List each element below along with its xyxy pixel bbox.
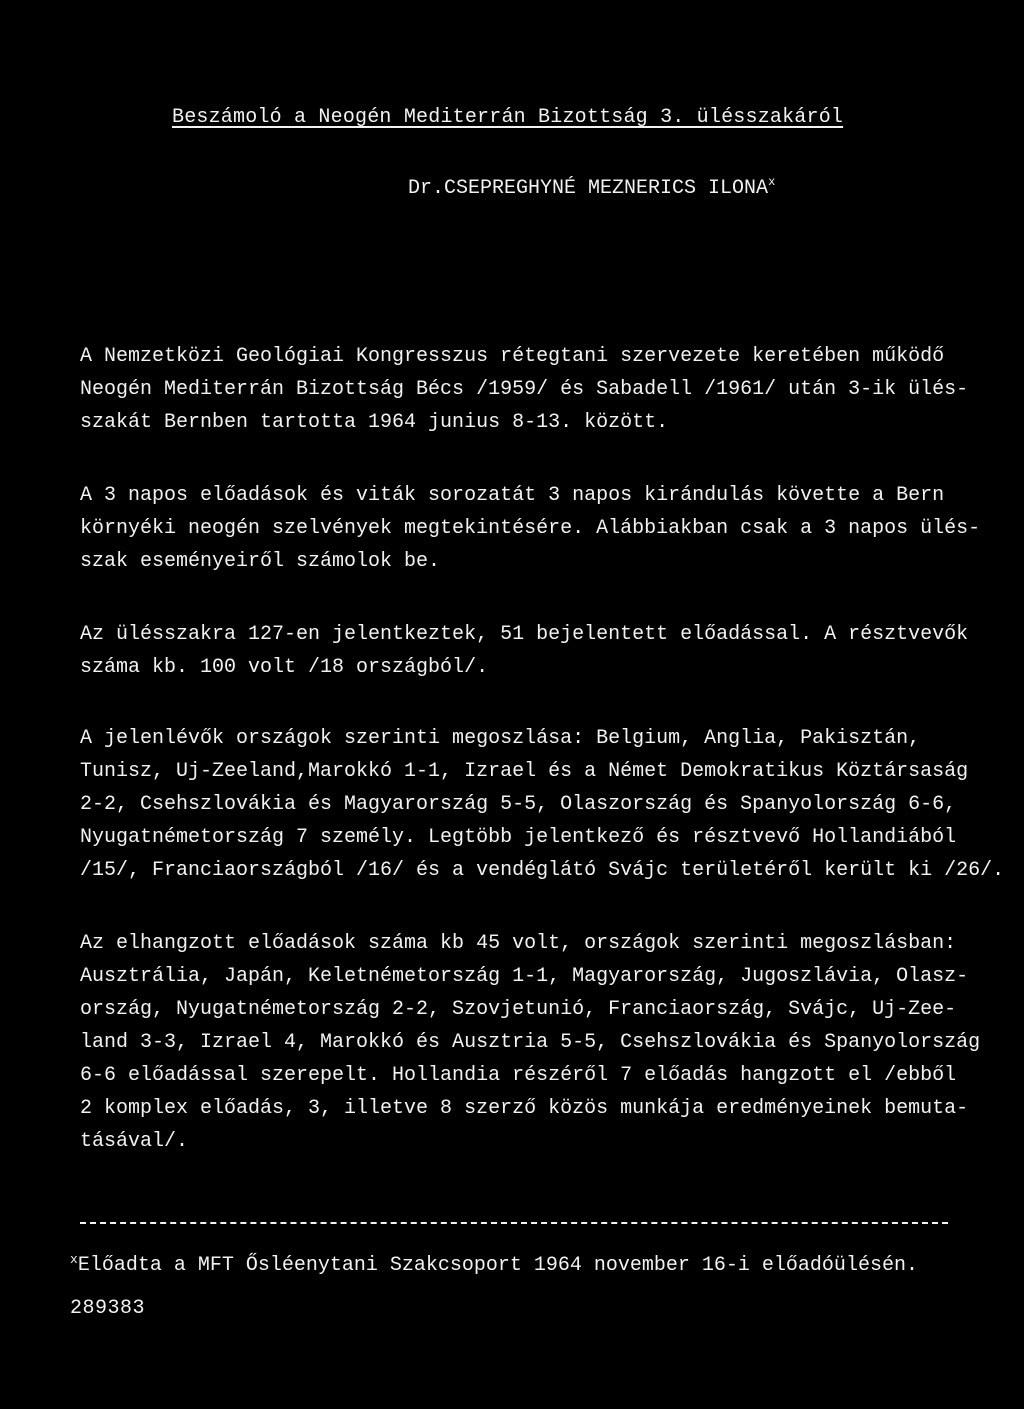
paragraph-3 <box>80 618 969 684</box>
author-line <box>408 175 775 200</box>
paragraph-line: Az ülésszakra 127-en jelentkeztek, 51 bejelentett előadással. A résztvevők <box>80 623 969 646</box>
paragraph-line: A Nemzetközi Geológiai Kongresszus rétegtani szervezete keretében működő <box>80 345 945 368</box>
paragraph-line: szak eseményeiről számolok be. <box>80 550 441 573</box>
paragraph-line: 2-2, Csehszlovákia és Magyarország 5-5, Olaszország és Spanyolország 6-6, <box>80 793 957 816</box>
footnote-text: Előadta a MFT Ősléenytani Szakcsoport 1964 november 16-i előadóülésén. <box>77 1254 918 1277</box>
footnote-mark: x <box>70 1252 78 1267</box>
paragraph-line: /15/, Franciaországból /16/ és a vendéglátó Svájc területéről került ki /26/. <box>80 859 1005 882</box>
paragraph-line: Neogén Mediterrán Bizottság Bécs /1959/ és Sabadell /1961/ után 3-ik ülés- <box>80 378 969 401</box>
paragraph-line: Tunisz, Uj-Zeeland,Marokkó 1-1, Izrael és a Német Demokratikus Köztársaság <box>80 760 969 783</box>
document-title: Beszámoló a Neogén Mediterrán Bizottság 3. ülésszakáról <box>172 106 844 129</box>
paragraph-line: 2 komplex előadás, 3, illetve 8 szerző közös munkája eredményeinek bemuta- <box>80 1097 969 1120</box>
paragraph-5 <box>80 927 981 1158</box>
document-number: 289383 <box>70 1297 146 1320</box>
paragraph-line: Ausztrália, Japán, Keletnémetország 1-1, Magyarország, Jugoszlávia, Olasz- <box>80 965 969 988</box>
paragraph-line: A jelenlévők országok szerinti megoszlása: Belgium, Anglia, Pakisztán, <box>80 727 921 750</box>
paragraph-line: környéki neogén szelvények megtekintésére. Alábbiakban csak a 3 napos ülés- <box>80 517 981 540</box>
author-name: Dr.CSEPREGHYNÉ MEZNERICS ILONA <box>408 177 769 200</box>
paragraph-line: 6-6 előadással szerepelt. Hollandia részéről 7 előadás hangzott el /ebből <box>80 1064 957 1087</box>
paragraph-2 <box>80 479 981 578</box>
paragraph-line: szakát Bernben tartotta 1964 junius 8-13. között. <box>80 411 669 434</box>
footnote <box>70 1252 918 1277</box>
paragraph-line: land 3-3, Izrael 4, Marokkó és Ausztria 5-5, Csehszlovákia és Spanyolország <box>80 1031 981 1054</box>
paragraph-line: száma kb. 100 volt /18 országból/. <box>80 656 489 679</box>
footnote-divider <box>80 1222 948 1224</box>
paragraph-line: ország, Nyugatnémetország 2-2, Szovjetunió, Franciaország, Svájc, Uj-Zee- <box>80 998 957 1021</box>
author-footnote-mark: x <box>768 175 776 189</box>
paragraph-line: tásával/. <box>80 1130 189 1153</box>
paragraph-line: Nyugatnémetország 7 személy. Legtöbb jelentkező és résztvevő Hollandiából <box>80 826 957 849</box>
paragraph-4 <box>80 722 1005 887</box>
paragraph-line: A 3 napos előadások és viták sorozatát 3 napos kirándulás követte a Bern <box>80 484 945 507</box>
paragraph-1 <box>80 340 969 439</box>
paragraph-line: Az elhangzott előadások száma kb 45 volt, országok szerinti megoszlásban: <box>80 932 957 955</box>
